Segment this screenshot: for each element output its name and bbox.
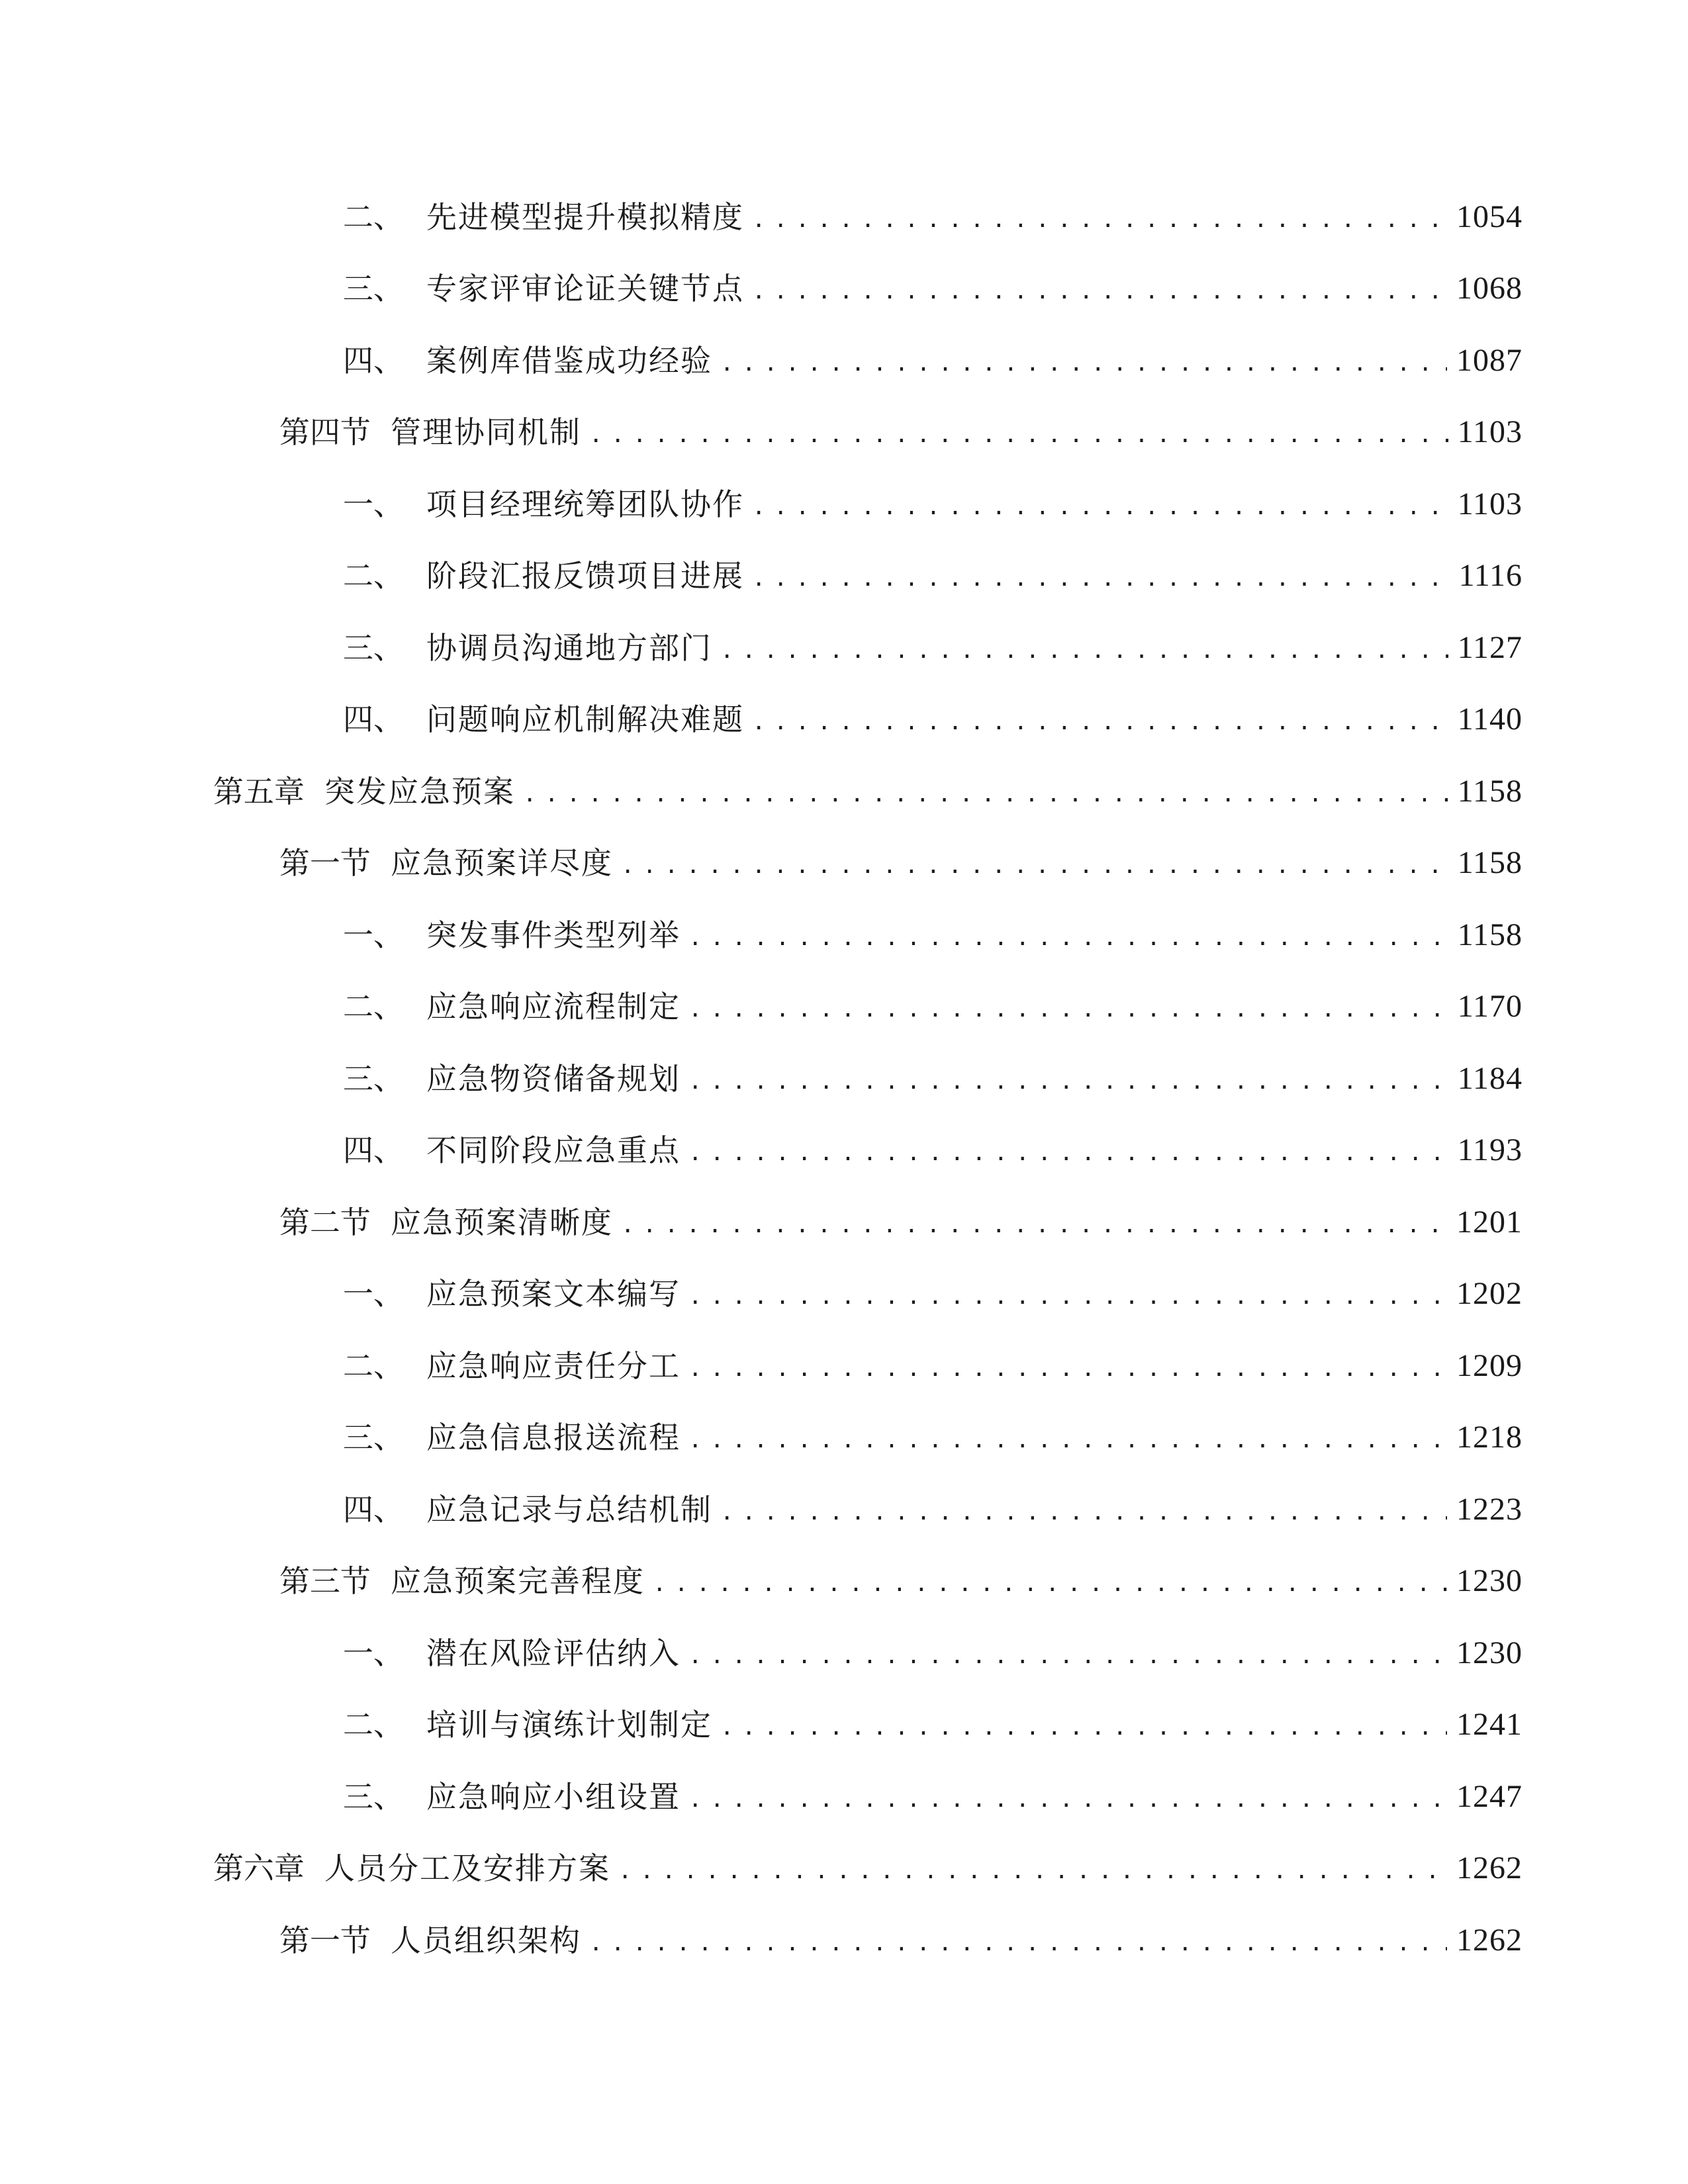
dot-leader [688,911,1448,964]
toc-entry[interactable] [343,909,1523,962]
toc-entry-page: 1201 [1456,1205,1523,1240]
toc-entry-number: 第一节 [279,1923,371,1958]
toc-entry-title: 专家评审论证关键节点 [426,271,744,306]
dot-leader [688,1773,1447,1826]
toc-entry[interactable] [343,1267,1523,1320]
toc-entry-page: 1202 [1456,1276,1523,1311]
toc-entry-page: 1230 [1456,1563,1523,1598]
toc-entry[interactable] [343,1124,1523,1177]
dot-leader [752,265,1447,318]
toc-entry[interactable] [213,1842,1523,1895]
toc-entry-number: 二、 [343,989,404,1024]
toc-entry-page: 1158 [1457,917,1523,952]
toc-entry-title: 应急预案文本编写 [426,1276,680,1312]
dot-leader [688,1629,1447,1682]
toc-entry-page: 1262 [1456,1850,1523,1886]
toc-entry-page: 1262 [1456,1923,1523,1958]
toc-entry-title: 潜在风险评估纳入 [426,1635,680,1671]
toc-entry-number: 一、 [343,1635,404,1671]
toc-entry-number: 二、 [343,1348,404,1384]
dot-leader [523,768,1448,821]
toc-entry-page: 1103 [1457,414,1523,449]
toc-entry-number: 三、 [343,1420,404,1455]
dot-leader [621,1199,1447,1251]
toc-entry-number: 三、 [343,630,404,666]
toc-entry-page: 1127 [1457,630,1523,665]
toc-entry-title: 应急响应责任分工 [426,1348,680,1384]
toc-entry-number: 一、 [343,1276,404,1312]
toc-entry-page: 1223 [1456,1492,1523,1527]
toc-entry-title: 人员组织架构 [391,1923,581,1958]
toc-entry-number: 二、 [343,558,404,594]
dot-leader [688,1414,1447,1467]
dot-leader [720,624,1448,677]
toc-entry[interactable] [343,1698,1523,1751]
toc-entry[interactable] [343,621,1523,674]
toc-entry-number: 三、 [343,1779,404,1815]
dot-leader [688,1270,1447,1323]
dot-leader [752,480,1448,533]
toc-entry-number: 一、 [343,486,404,522]
toc-entry-number: 一、 [343,917,404,953]
toc-entry-title: 案例库借鉴成功经验 [426,343,712,379]
toc-entry[interactable] [343,549,1523,602]
toc-entry-number: 第二节 [279,1205,371,1240]
toc-entry-title: 应急物资储备规划 [426,1061,680,1097]
dot-leader [688,1342,1447,1395]
toc-entry-page: 1184 [1457,1061,1523,1096]
toc-entry[interactable] [279,1914,1523,1967]
dot-leader [621,839,1448,892]
toc-entry-page: 1087 [1456,343,1523,378]
toc-entry-title: 应急响应小组设置 [426,1779,680,1815]
toc-entry[interactable] [343,693,1523,746]
toc-entry-page: 1193 [1457,1132,1523,1167]
dot-leader [589,1917,1447,1970]
toc-entry-number: 第四节 [279,414,371,450]
toc-entry-title: 应急预案清晰度 [391,1205,613,1240]
toc-entry-number: 三、 [343,271,404,306]
toc-entry-number: 四、 [343,702,404,737]
toc-entry-number: 二、 [343,199,404,235]
toc-entry-number: 第三节 [279,1563,371,1599]
toc-entry-page: 1140 [1457,702,1523,737]
dot-leader [752,696,1448,749]
toc-entry-page: 1068 [1456,271,1523,306]
toc-entry[interactable] [343,1340,1523,1392]
toc-entry-title: 突发应急预案 [324,774,515,809]
toc-entry-page: 1230 [1456,1635,1523,1670]
toc-entry[interactable] [343,262,1523,315]
toc-entry-number: 第一节 [279,845,371,881]
toc-entry-number: 四、 [343,1132,404,1168]
toc-entry-page: 1170 [1457,989,1523,1024]
toc-entry[interactable] [343,980,1523,1033]
toc-entry-title: 先进模型提升模拟精度 [426,199,744,235]
toc-entry[interactable] [279,837,1523,889]
toc-entry-number: 三、 [343,1061,404,1097]
toc-entry-number: 四、 [343,343,404,379]
toc-entry-title: 管理协同机制 [391,414,581,450]
dot-leader [653,1557,1447,1610]
dot-leader [720,337,1447,390]
toc-entry-page: 1116 [1458,558,1523,593]
toc-entry-title: 应急信息报送流程 [426,1420,680,1455]
toc-entry-title: 应急预案完善程度 [391,1563,645,1599]
toc-entry[interactable] [213,765,1523,818]
toc-entry-title: 应急预案详尽度 [391,845,613,881]
toc-entry[interactable] [343,191,1523,244]
toc-entry-page: 1103 [1457,486,1523,522]
toc-entry-title: 应急响应流程制定 [426,989,680,1024]
toc-entry[interactable] [343,1483,1523,1536]
dot-leader [720,1486,1447,1539]
dot-leader [720,1701,1447,1754]
toc-entry-page: 1247 [1456,1779,1523,1814]
toc-entry-title: 培训与演练计划制定 [426,1707,712,1743]
toc-entry-page: 1241 [1456,1707,1523,1742]
dot-leader [752,552,1450,605]
toc-entry[interactable] [343,478,1523,531]
toc-entry-page: 1209 [1456,1348,1523,1383]
toc-entry-title: 应急记录与总结机制 [426,1492,712,1527]
toc-entry-title: 突发事件类型列举 [426,917,680,953]
toc-entry[interactable] [343,1411,1523,1464]
toc-entry-title: 协调员沟通地方部门 [426,630,712,666]
toc-entry[interactable] [343,1770,1523,1823]
toc-entry-page: 1054 [1456,199,1523,234]
toc-entry-number: 第六章 [213,1850,305,1886]
toc-entry-title: 项目经理统筹团队协作 [426,486,744,522]
toc-entry[interactable] [279,1196,1523,1249]
toc-entry-title: 问题响应机制解决难题 [426,702,744,737]
toc-entry-page: 1158 [1457,774,1523,809]
toc-entry[interactable] [279,1555,1523,1608]
toc-entry-number: 二、 [343,1707,404,1743]
dot-leader [688,983,1448,1036]
toc-entry-title: 不同阶段应急重点 [426,1132,680,1168]
toc-entry-page: 1158 [1457,845,1523,880]
toc-entry-title: 阶段汇报反馈项目进展 [426,558,744,594]
dot-leader [688,1055,1448,1108]
toc-entry[interactable] [343,334,1523,387]
toc-entry-number: 四、 [343,1492,404,1527]
toc-entry[interactable] [343,1052,1523,1105]
toc-entry-page: 1218 [1456,1420,1523,1455]
toc-entry-number: 第五章 [213,774,305,809]
dot-leader [589,408,1448,461]
dot-leader [688,1126,1448,1179]
toc-entry[interactable] [279,406,1523,459]
toc-entry-title: 人员分工及安排方案 [324,1850,610,1886]
toc-entry[interactable] [343,1627,1523,1680]
dot-leader [618,1844,1447,1897]
dot-leader [752,193,1447,246]
